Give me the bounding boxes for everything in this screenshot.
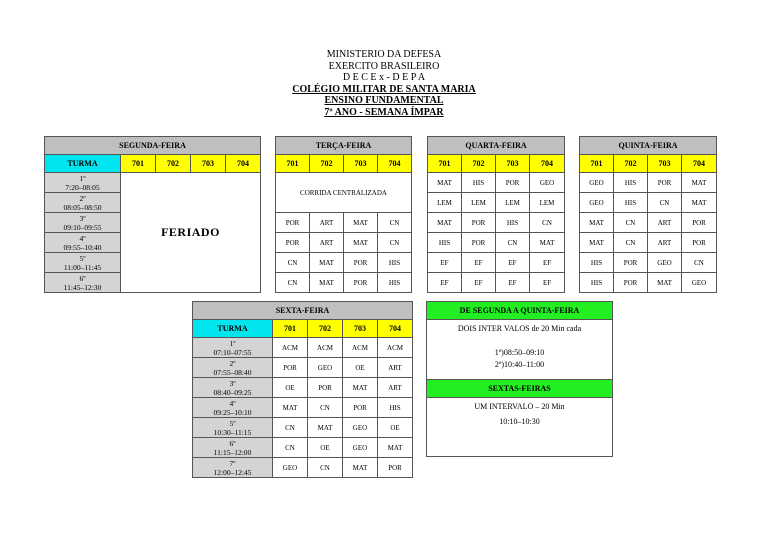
subject-cell: MAT xyxy=(682,173,717,193)
subject-cell: POR xyxy=(462,213,496,233)
time-slot: 5º 11:00–11:45 xyxy=(45,253,121,273)
subject-cell: POR xyxy=(343,398,378,418)
subject-cell: CN xyxy=(378,233,412,253)
subject-cell: EF xyxy=(428,253,462,273)
subject-cell: POR xyxy=(614,253,648,273)
class-header: 701 xyxy=(121,155,156,173)
break-info-box xyxy=(426,301,613,457)
monday-title: SEGUNDA-FEIRA xyxy=(45,137,261,155)
subject-cell: CN xyxy=(276,273,310,293)
time-slot: 3º 08:40–09:25 xyxy=(193,378,273,398)
mon-thu-heading: DE SEGUNDA A QUINTA-FEIRA xyxy=(427,302,612,320)
class-header: 701 xyxy=(580,155,614,173)
subject-cell: CN xyxy=(496,233,530,253)
subject-cell: HIS xyxy=(580,273,614,293)
class-header: 704 xyxy=(530,155,565,173)
subject-cell: CN xyxy=(273,438,308,458)
time-slot: 6º 11:45–12:30 xyxy=(45,273,121,293)
subject-cell: MAT xyxy=(344,213,378,233)
subject-cell: CN xyxy=(308,458,343,478)
subject-cell: CN xyxy=(378,213,412,233)
subject-cell: GEO xyxy=(648,253,682,273)
subject-cell: EF xyxy=(530,273,565,293)
subject-cell: GEO xyxy=(682,273,717,293)
subject-cell: GEO xyxy=(343,418,378,438)
friday-heading: SEXTAS-FEIRAS xyxy=(427,379,612,398)
subject-cell: POR xyxy=(276,233,310,253)
time-slot: 4º 09:55–10:40 xyxy=(45,233,121,253)
subject-cell: HIS xyxy=(378,253,412,273)
subject-cell: POR xyxy=(344,273,378,293)
class-header: 703 xyxy=(191,155,226,173)
subject-cell: EF xyxy=(530,253,565,273)
class-header: 702 xyxy=(614,155,648,173)
time-slot: 4º 09:25–10:10 xyxy=(193,398,273,418)
time-slot: 3º 09:10–09:55 xyxy=(45,213,121,233)
subject-cell: HIS xyxy=(580,253,614,273)
subject-cell: EF xyxy=(428,273,462,293)
subject-cell: LEM xyxy=(530,193,565,213)
subject-cell: MAT xyxy=(580,233,614,253)
subject-cell: CN xyxy=(648,193,682,213)
subject-cell: GEO xyxy=(580,193,614,213)
subject-cell: GEO xyxy=(343,438,378,458)
subject-cell: POR xyxy=(682,213,717,233)
turma-header: TURMA xyxy=(45,155,121,173)
subject-cell: MAT xyxy=(343,458,378,478)
subject-cell: MAT xyxy=(378,438,413,458)
subject-cell: CN xyxy=(682,253,717,273)
subject-cell: ART xyxy=(310,213,344,233)
time-slot: 2º 08:05–08:50 xyxy=(45,193,121,213)
friday-break-time: 10:10–10:30 xyxy=(499,417,540,426)
tuesday-title: TERÇA-FEIRA xyxy=(276,137,412,155)
subject-cell: ART xyxy=(378,378,413,398)
class-header: 702 xyxy=(308,320,343,338)
subject-cell: MAT xyxy=(344,233,378,253)
subject-cell: MAT xyxy=(308,418,343,438)
class-header: 701 xyxy=(273,320,308,338)
subject-cell: LEM xyxy=(462,193,496,213)
class-header: 703 xyxy=(343,320,378,338)
header-year-week: 7º ANO - SEMANA ÍMPAR xyxy=(324,106,444,118)
subject-cell: MAT xyxy=(428,173,462,193)
subject-cell: MAT xyxy=(648,273,682,293)
subject-cell: POR xyxy=(378,458,413,478)
time-slot: 6º 11:15–12:00 xyxy=(193,438,273,458)
subject-cell: CN xyxy=(276,253,310,273)
class-header: 701 xyxy=(428,155,462,173)
subject-cell: CN xyxy=(614,233,648,253)
time-slot: 1º 7:20–08:05 xyxy=(45,173,121,193)
subject-cell: MAT xyxy=(530,233,565,253)
two-breaks-text: DOIS INTER VALOS de 20 Min cada xyxy=(457,324,582,333)
subject-cell: GEO xyxy=(273,458,308,478)
subject-cell: HIS xyxy=(614,193,648,213)
thursday-title: QUINTA-FEIRA xyxy=(580,137,717,155)
subject-cell: CN xyxy=(614,213,648,233)
subject-cell: POR xyxy=(276,213,310,233)
subject-cell: POR xyxy=(273,358,308,378)
class-header: 704 xyxy=(378,155,412,173)
time-slot: 1º 07:10–07:55 xyxy=(193,338,273,358)
turma-header: TURMA xyxy=(193,320,273,338)
subject-cell: LEM xyxy=(428,193,462,213)
subject-cell: EF xyxy=(496,253,530,273)
second-break-time: 2º)10:40–11:00 xyxy=(494,360,545,369)
subject-cell: OE xyxy=(378,418,413,438)
wednesday-schedule-table xyxy=(427,136,565,293)
class-header: 703 xyxy=(496,155,530,173)
subject-cell: HIS xyxy=(378,273,412,293)
class-header: 704 xyxy=(226,155,261,173)
tuesday-schedule-table xyxy=(275,136,412,293)
time-slot: 5º 10:30–11:15 xyxy=(193,418,273,438)
subject-cell: MAT xyxy=(343,378,378,398)
class-header: 702 xyxy=(156,155,191,173)
subject-cell: ART xyxy=(378,358,413,378)
wednesday-title: QUARTA-FEIRA xyxy=(428,137,565,155)
class-header: 703 xyxy=(648,155,682,173)
subject-cell: ART xyxy=(648,233,682,253)
time-slot: 7º 12:00–12:45 xyxy=(193,458,273,478)
subject-cell: POR xyxy=(614,273,648,293)
subject-cell: ACM xyxy=(343,338,378,358)
holiday-label: FERIADO xyxy=(121,173,261,293)
subject-cell: MAT xyxy=(428,213,462,233)
header-school: COLÉGIO MILITAR DE SANTA MARIA xyxy=(292,83,476,95)
class-header: 703 xyxy=(344,155,378,173)
subject-cell: HIS xyxy=(428,233,462,253)
monday-schedule-table xyxy=(44,136,261,293)
header-army: EXERCITO BRASILEIRO xyxy=(328,60,440,72)
header-decex: D E C E x - D E P A xyxy=(342,72,426,83)
first-break-time: 1º)08:50–09:10 xyxy=(494,348,545,357)
subject-cell: OE xyxy=(273,378,308,398)
subject-cell: POR xyxy=(682,233,717,253)
document-header xyxy=(0,49,768,118)
subject-cell: HIS xyxy=(496,213,530,233)
thursday-schedule-table xyxy=(579,136,717,293)
subject-cell: ACM xyxy=(273,338,308,358)
subject-cell: ART xyxy=(310,233,344,253)
subject-cell: OE xyxy=(343,358,378,378)
subject-cell: OE xyxy=(308,438,343,458)
class-header: 704 xyxy=(682,155,717,173)
subject-cell: MAT xyxy=(580,213,614,233)
subject-cell: EF xyxy=(462,273,496,293)
subject-cell: EF xyxy=(462,253,496,273)
friday-schedule-table xyxy=(192,301,413,478)
subject-cell: ART xyxy=(648,213,682,233)
subject-cell: GEO xyxy=(580,173,614,193)
class-header: 702 xyxy=(462,155,496,173)
subject-cell: CN xyxy=(273,418,308,438)
subject-cell: HIS xyxy=(614,173,648,193)
subject-cell: MAT xyxy=(273,398,308,418)
subject-cell: HIS xyxy=(378,398,413,418)
subject-cell: POR xyxy=(462,233,496,253)
subject-cell: POR xyxy=(308,378,343,398)
subject-cell: MAT xyxy=(310,273,344,293)
subject-cell: EF xyxy=(496,273,530,293)
class-header: 704 xyxy=(378,320,413,338)
subject-cell: ACM xyxy=(378,338,413,358)
subject-cell: MAT xyxy=(310,253,344,273)
one-break-text: UM INTERVALO – 20 Min xyxy=(474,402,565,411)
subject-cell: MAT xyxy=(682,193,717,213)
subject-cell: HIS xyxy=(462,173,496,193)
class-header: 702 xyxy=(310,155,344,173)
subject-cell: LEM xyxy=(496,193,530,213)
subject-cell: CN xyxy=(308,398,343,418)
subject-cell: POR xyxy=(344,253,378,273)
subject-cell: GEO xyxy=(308,358,343,378)
header-level: ENSINO FUNDAMENTAL xyxy=(324,95,444,106)
subject-cell: POR xyxy=(648,173,682,193)
time-slot: 2º 07:55–08:40 xyxy=(193,358,273,378)
subject-cell: GEO xyxy=(530,173,565,193)
subject-cell: CN xyxy=(530,213,565,233)
friday-title: SEXTA-FEIRA xyxy=(193,302,413,320)
subject-cell: ACM xyxy=(308,338,343,358)
header-ministry: MINISTERIO DA DEFESA xyxy=(326,49,442,60)
class-header: 701 xyxy=(276,155,310,173)
centralized-run-label: CORRIDA CENTRALIZADA xyxy=(276,173,412,213)
subject-cell: POR xyxy=(496,173,530,193)
